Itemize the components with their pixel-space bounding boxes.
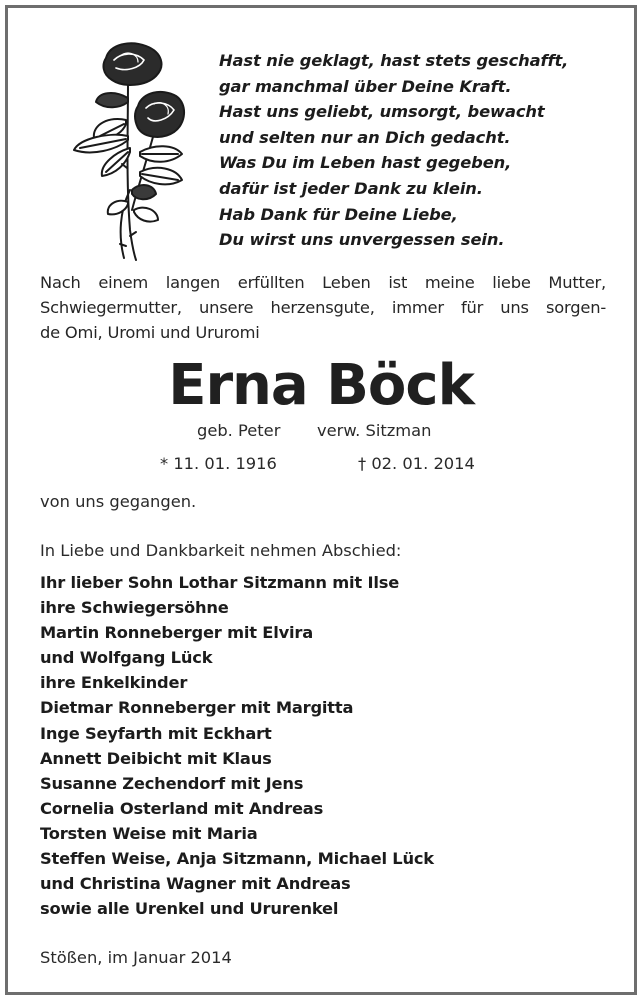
list-item: Dietmar Ronneberger mit Margitta xyxy=(40,698,354,718)
passed-text: von uns gegangen. xyxy=(40,492,197,511)
list-item: Inge Seyfarth mit Eckhart xyxy=(40,723,272,743)
list-item: Annett Deibicht mit Klaus xyxy=(40,748,272,768)
poem-line: Hast nie geklagt, hast stets geschafft, xyxy=(219,51,569,70)
farewell-text: In Liebe und Dankbarkeit nehmen Abschied: xyxy=(40,541,402,560)
list-item: und Wolfgang Lück xyxy=(40,648,213,668)
list-item: Susanne Zechendorf mit Jens xyxy=(40,773,304,793)
deceased-name: Erna Böck xyxy=(168,353,474,418)
list-item: Cornelia Osterland mit Andreas xyxy=(40,798,324,818)
widowed-name: verw. Sitzman xyxy=(317,421,432,440)
list-item: ihre Enkelkinder xyxy=(40,673,188,693)
poem-line: Hast uns geliebt, umsorgt, bewacht xyxy=(219,102,545,122)
poem-line: dafür ist jeder Dank zu klein. xyxy=(219,178,483,198)
list-item: sowie alle Urenkel und Ururenkel xyxy=(40,899,339,919)
poem-line: und selten nur an Dich gedacht. xyxy=(219,127,511,147)
rose-icon xyxy=(70,40,190,262)
birth-date: * 11. 01. 1916 xyxy=(160,454,277,473)
poem-line: Was Du im Leben hast gegeben, xyxy=(219,153,512,173)
birth-name: geb. Peter xyxy=(197,421,281,440)
list-item: Torsten Weise mit Maria xyxy=(40,823,258,843)
poem-line: Hab Dank für Deine Liebe, xyxy=(219,204,458,224)
intro-text xyxy=(40,270,606,345)
obituary-notice xyxy=(5,5,637,995)
intro-line: de Omi, Uromi und Ururomi xyxy=(40,323,260,342)
list-item: Martin Ronneberger mit Elvira xyxy=(40,623,314,643)
intro-line: Schwiegermutter, unsere herzensgute, immer für uns sorgen- xyxy=(40,298,606,317)
poem xyxy=(219,48,568,253)
poem-line: gar manchmal über Deine Kraft. xyxy=(219,76,512,96)
list-item: ihre Schwiegersöhne xyxy=(40,598,229,618)
intro-line: Nach einem langen erfüllten Leben ist meine liebe Mutter, xyxy=(40,273,606,292)
poem-line: Du wirst uns unvergessen sein. xyxy=(219,230,505,250)
place-date: Stößen, im Januar 2014 xyxy=(40,948,232,967)
list-item: Steffen Weise, Anja Sitzmann, Michael Lück xyxy=(40,849,434,869)
death-date: † 02. 01. 2014 xyxy=(358,454,475,473)
list-item: Ihr lieber Sohn Lothar Sitzmann mit Ilse xyxy=(40,573,400,592)
list-item: und Christina Wagner mit Andreas xyxy=(40,874,351,894)
mourners-list xyxy=(40,570,434,921)
